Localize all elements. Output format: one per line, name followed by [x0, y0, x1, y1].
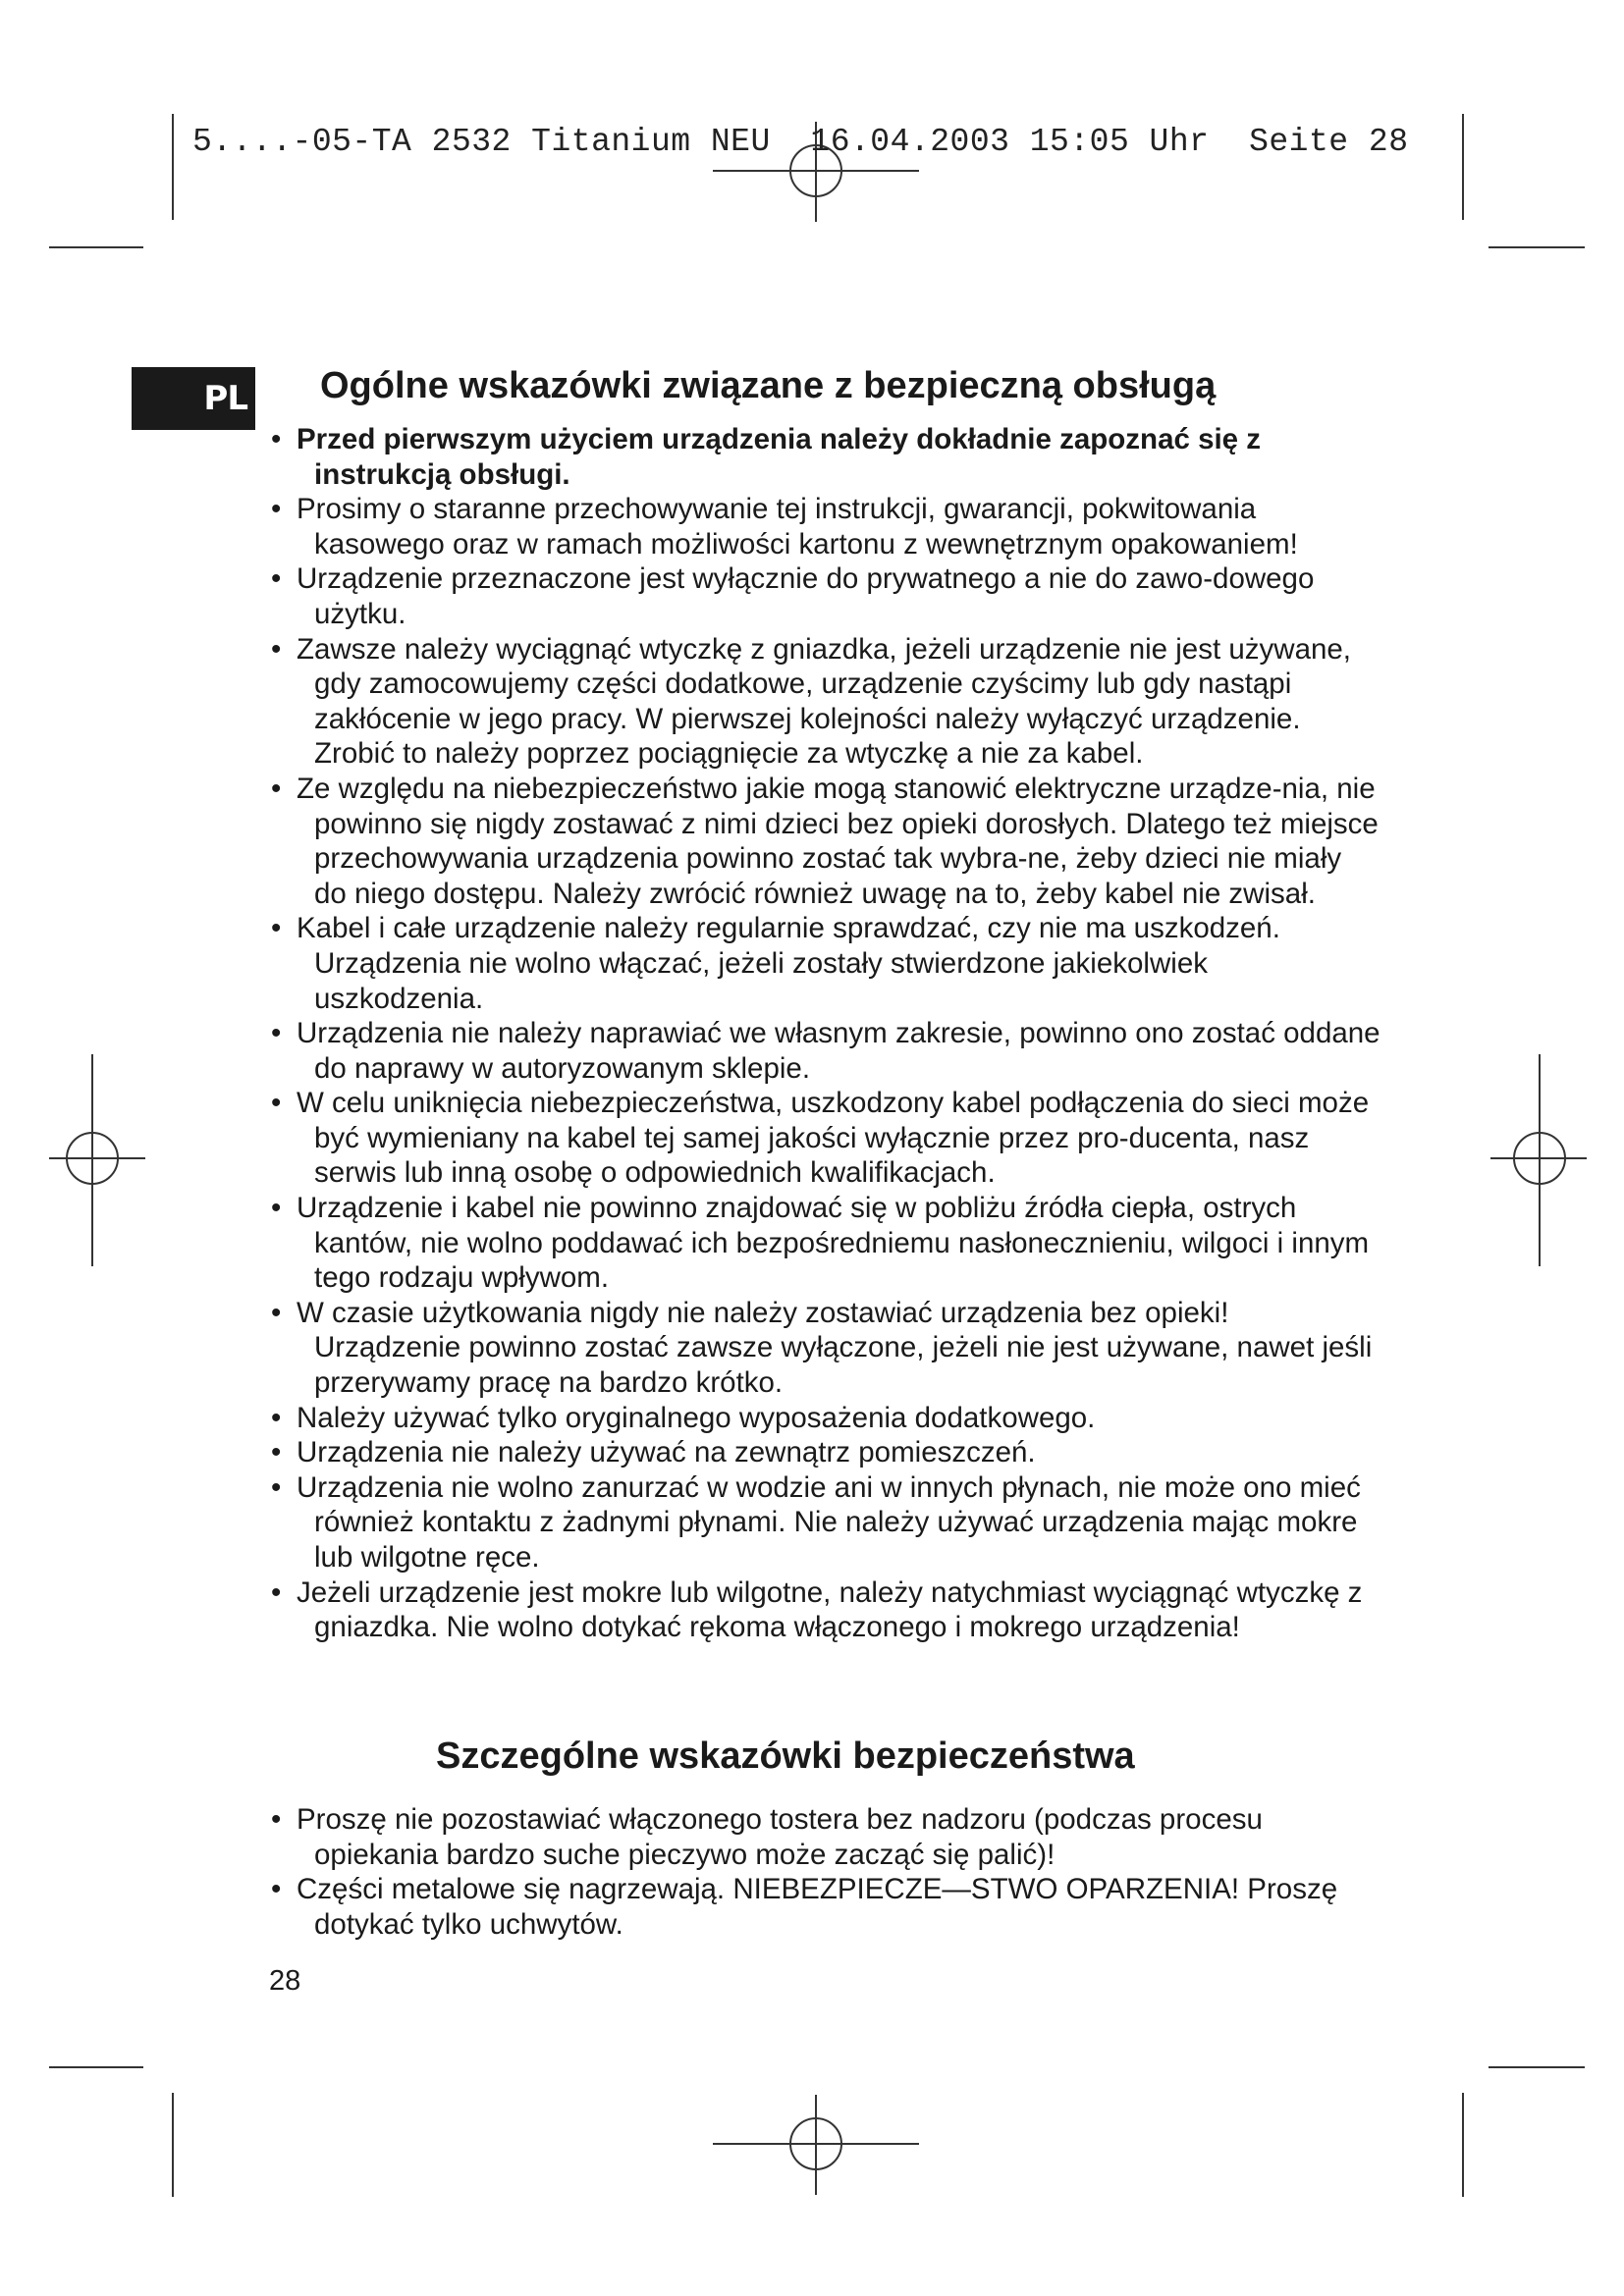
list-item-text: W celu uniknięcia niebezpieczeństwa, uszkodzony kabel podłączenia do sieci może być wymieniany na kabel tej samej jakości wyłącznie przez pro-ducenta, nasz serwis lub inną osobę o odpowiednich kwalifikacjach.	[297, 1087, 1370, 1190]
list-item-text: Zawsze należy wyciągnąć wtyczkę z gniazdka, jeżeli urządzenie nie jest używane, gdy zamocowujemy części dodatkowe, urządzenie czyścimy lub gdy nastąpi zakłócenie w jego pracy. W pierwszej kolejności należy wyłączyć urządzenie. Zrobić to należy poprzez pociągnięcie za wtyczkę a nie za kabel.	[297, 632, 1351, 771]
list-item-text: Ze względu na niebezpieczeństwo jakie mogą stanowić elektryczne urządze-nia, nie powinno się nigdy zostawać z nimi dzieci bez opieki dorosłych. Dlatego też miejsce przechowywania urządzenia powinno zostać tak wybra-ne, żeby dzieci nie miały do niego dostępu. Należy zwrócić również uwagę na to, żeby kabel nie zwisał.	[297, 772, 1379, 910]
print-slug: 5....-05-TA 2532 Titanium NEU 16.04.2003 15:05 Uhr Seite 28	[192, 124, 1409, 160]
bullet: •	[271, 1192, 282, 1225]
language-tab	[132, 367, 255, 430]
list-item	[271, 492, 1380, 561]
list-item	[271, 1016, 1380, 1086]
bullet: •	[271, 912, 282, 945]
registration-mark-left	[49, 1054, 145, 1266]
list-item	[271, 1296, 1380, 1401]
bullet: •	[271, 423, 282, 455]
list-item-text: Należy używać tylko oryginalnego wyposażenia dodatkowego.	[297, 1401, 1096, 1434]
list-item	[271, 911, 1380, 1016]
bullet: •	[271, 632, 282, 666]
list-item	[271, 1575, 1380, 1645]
bullet: •	[271, 1803, 282, 1836]
registration-mark-right	[1490, 1054, 1587, 1266]
list-item	[271, 422, 1380, 492]
bullet: •	[271, 1017, 282, 1050]
bullet: •	[271, 1575, 282, 1609]
special-safety-list	[271, 1802, 1380, 1942]
list-item-text: Przed pierwszym użyciem urządzenia należy dokładnie zapoznać się z instrukcją obsługi.	[297, 423, 1262, 491]
bullet: •	[271, 1296, 282, 1329]
list-item	[271, 1802, 1380, 1872]
list-item-text: Urządzenia nie wolno zanurzać w wodzie ani w innych płynach, nie może ono mieć również kontaktu z żadnymi płynami. Nie należy używać urządzenia mając mokre lub wilgotne ręce.	[297, 1470, 1361, 1574]
list-item	[271, 632, 1380, 772]
list-item	[271, 1086, 1380, 1191]
list-item-text: Urządzenie przeznaczone jest wyłącznie do prywatnego a nie do zawo-dowego użytku.	[297, 562, 1315, 630]
list-item-text: Urządzenie i kabel nie powinno znajdować się w pobliżu źródła ciepła, ostrych kantów, nie wolno poddawać ich bezpośredniemu nasłonecznieniu, wilgoci i innym tego rodzaju wpływom.	[297, 1192, 1370, 1295]
list-item	[271, 772, 1380, 911]
language-tab-label: PL	[203, 379, 247, 418]
section-heading-general-safety: Ogólne wskazówki związane z bezpieczną obsługą	[320, 365, 1217, 406]
section-heading-special-safety: Szczególne wskazówki bezpieczeństwa	[436, 1735, 1135, 1777]
bullet: •	[271, 1470, 282, 1504]
list-item	[271, 1470, 1380, 1575]
bullet: •	[271, 1873, 282, 1906]
list-item	[271, 1872, 1380, 1942]
list-item-text: Proszę nie pozostawiać włączonego tostera bez nadzoru (podczas procesu opiekania bardzo suche pieczywo może zacząć się palić)!	[297, 1803, 1263, 1871]
bullet: •	[271, 493, 282, 526]
list-item	[271, 1401, 1380, 1436]
bullet: •	[271, 1401, 282, 1434]
bullet: •	[271, 1087, 282, 1120]
bullet: •	[271, 1436, 282, 1469]
list-item-text: Prosimy o staranne przechowywanie tej instrukcji, gwarancji, pokwitowania kasowego oraz w ramach możliwości kartonu z wewnętrznym opakowaniem!	[297, 493, 1298, 561]
registration-mark-bottom	[713, 2095, 919, 2195]
list-item-text: W czasie użytkowania nigdy nie należy zostawiać urządzenia bez opieki! Urządzenie powinno zostać zawsze wyłączone, jeżeli nie jest używane, nawet jeśli przerywamy pracę na bardzo krótko.	[297, 1296, 1373, 1400]
list-item	[271, 561, 1380, 631]
page-number: 28	[269, 1965, 301, 1997]
list-item-text: Urządzenia nie należy naprawiać we własnym zakresie, powinno ono zostać oddane do naprawy w autoryzowanym sklepie.	[297, 1017, 1380, 1085]
list-item	[271, 1191, 1380, 1296]
bullet: •	[271, 562, 282, 596]
list-item-text: Jeżeli urządzenie jest mokre lub wilgotne, należy natychmiast wyciągnąć wtyczkę z gniazdka. Nie wolno dotykać rękoma włączonego i mokrego urządzenia!	[297, 1575, 1363, 1644]
general-safety-list	[271, 422, 1380, 1645]
list-item-text: Kabel i całe urządzenie należy regularnie sprawdzać, czy nie ma uszkodzeń. Urządzenia nie wolno włączać, jeżeli zostały stwierdzone jakiekolwiek uszkodzenia.	[297, 912, 1280, 1015]
list-item-text: Urządzenia nie należy używać na zewnątrz pomieszczeń.	[297, 1436, 1036, 1469]
bullet: •	[271, 772, 282, 805]
list-item-text: Części metalowe się nagrzewają. NIEBEZPIECZE—STWO OPARZENIA! Proszę dotykać tylko uchwytów.	[297, 1873, 1338, 1941]
list-item	[271, 1435, 1380, 1470]
